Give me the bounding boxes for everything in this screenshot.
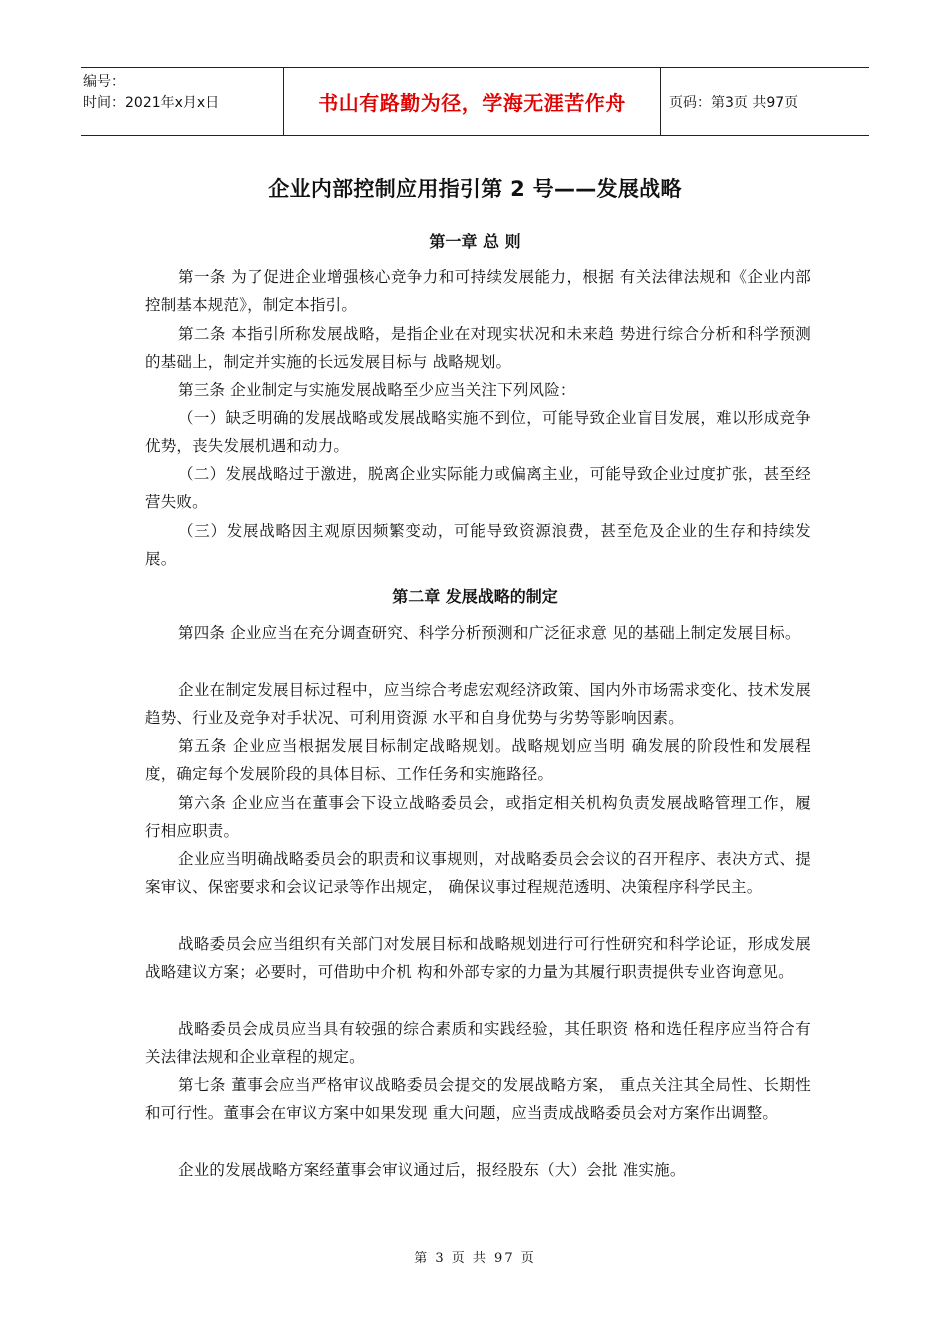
chapter-heading-2: 第二章 发展战略的制定 [392, 587, 558, 606]
paragraph-article-5: 第五条 企业应当根据发展目标制定战略规划。战略规划应当明 确发展的阶段性和发展程度，确定每个发展阶段的具体目标、工作任务和实施路径。 [145, 737, 811, 783]
paragraph-article-6-rules: 企业应当明确战略委员会的职责和议事规则，对战略委员会会议的召开程序、表决方式、提案审议、保密要求和会议记录等作出规定， 确保议事过程规范透明、决策程序科学民主。 [145, 850, 811, 896]
header-page-info: 页码：第3页 共97页 [669, 94, 799, 111]
header-table [81, 67, 869, 136]
paragraph-article-2: 第二条 本指引所称发展战略，是指企业在对现实状况和未来趋 势进行综合分析和科学预测的基础上，制定并实施的长远发展目标与 战略规划。 [145, 325, 811, 371]
paragraph-article-6-members: 战略委员会成员应当具有较强的综合素质和实践经验，其任职资 格和选任程序应当符合有关法律法规和企业章程的规定。 [145, 1020, 811, 1066]
number-label: 编号： [83, 74, 125, 90]
paragraph-article-6: 第六条 企业应当在董事会下设立战略委员会，或指定相关机构负责发展战略管理工作，履行相应职责。 [145, 794, 811, 840]
time-label: 时间：2021年x月x日 [83, 95, 220, 111]
paragraph-article-7: 第七条 董事会应当严格审议战略委员会提交的发展战略方案， 重点关注其全局性、长期性和可行性。董事会在审议方案中如果发现 重大问题，应当责成战略委员会对方案作出调整。 [145, 1076, 811, 1122]
paragraph-article-7-approval: 企业的发展战略方案经董事会审议通过后，报经股东（大）会批 准实施。 [178, 1161, 686, 1179]
paragraph-risk-2: （二）发展战略过于激进，脱离企业实际能力或偏离主业，可能导致企业过度扩张，甚至经营失败。 [145, 465, 811, 511]
paragraph-article-3: 第三条 企业制定与实施发展战略至少应当关注下列风险： [178, 381, 576, 399]
header-motto: 书山有路勤为径，学海无涯苦作舟 [283, 68, 661, 135]
paragraph-article-1: 第一条 为了促进企业增强核心竞争力和可持续发展能力，根据 有关法律法规和《企业内部控制基本规范》，制定本指引。 [145, 268, 811, 314]
paragraph-article-4: 第四条 企业应当在充分调查研究、科学分析预测和广泛征求意 见的基础上制定发展目标。 [178, 624, 801, 642]
chapter-heading-1: 第一章 总 则 [429, 232, 521, 251]
paragraph-risk-1: （一）缺乏明确的发展战略或发展战略实施不到位，可能导致企业盲目发展，难以形成竞争优势，丧失发展机遇和动力。 [145, 409, 811, 455]
header-meta [81, 68, 283, 135]
paragraph-article-4-detail: 企业在制定发展目标过程中，应当综合考虑宏观经济政策、国内外市场需求变化、技术发展趋势、行业及竞争对手状况、可利用资源 水平和自身优势与劣势等影响因素。 [145, 681, 811, 727]
document-title: 企业内部控制应用指引第 2 号——发展战略 [268, 177, 682, 201]
page-footer: 第 3 页 共 97 页 [414, 1251, 536, 1266]
paragraph-risk-3: （三）发展战略因主观原因频繁变动，可能导致资源浪费，甚至危及企业的生存和持续发展。 [145, 522, 811, 568]
paragraph-article-6-committee: 战略委员会应当组织有关部门对发展目标和战略规划进行可行性研究和科学论证，形成发展战略建议方案；必要时，可借助中介机 构和外部专家的力量为其履行职责提供专业咨询意见。 [145, 935, 811, 981]
